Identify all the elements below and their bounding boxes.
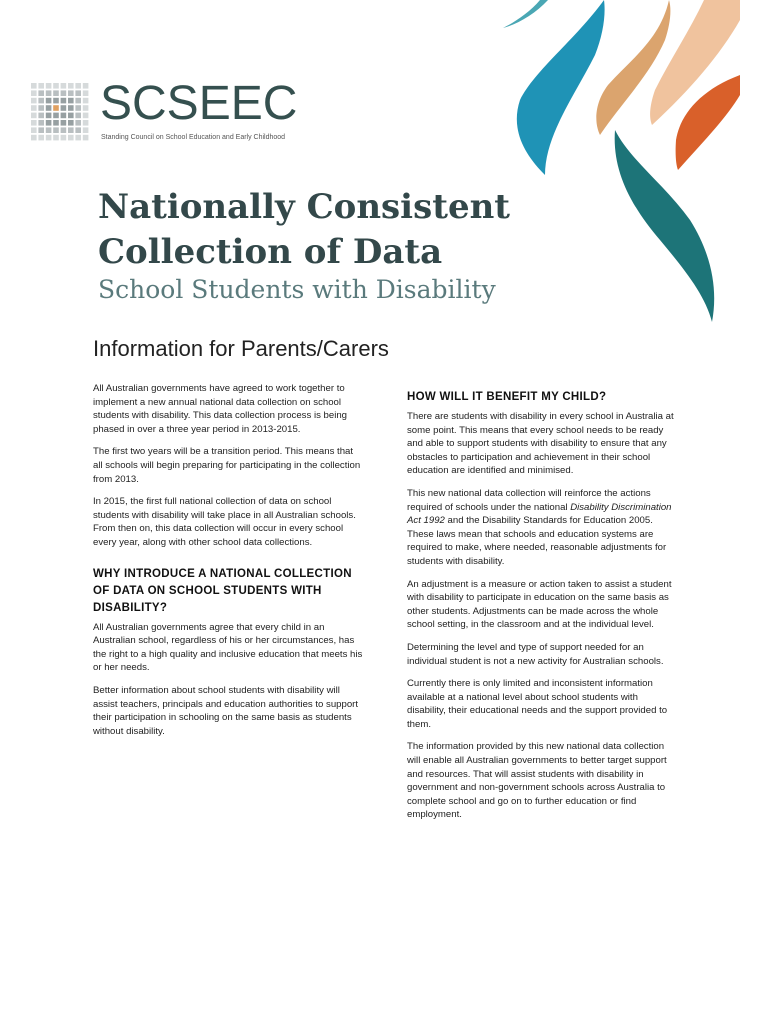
leaf-small-teal [503,0,548,28]
logo-dot [68,98,74,104]
logo-dot [31,83,37,89]
logo-dot [53,127,59,133]
why-heading: WHY INTRODUCE A NATIONAL COLLECTION OF DATA ON SCHOOL STUDENTS WITH DISABILITY? [93,567,352,614]
benefit-paragraph-2 [407,487,679,569]
logo-dot [83,127,89,133]
logo-dot [46,113,52,119]
logo-subtitle: Standing Council on School Education and Early Childhood [101,134,286,141]
logo-dot [38,105,44,111]
logo-dot [53,113,59,119]
logo-dot [31,120,37,126]
logo-dot [38,120,44,126]
p2-text-after: and the Disability Standards for Education 2005. These laws mean that schools and education systems are required to make, where needed, reasonable adjustments for students with disability. [407,515,667,567]
why-paragraph-1: All Australian governments agree that every child in an Australian school, regardless of his or her circumstances, has the right to a high quality and inclusive education that meets his or her needs. [93,621,363,674]
benefit-heading: HOW WILL IT BENEFIT MY CHILD? [407,391,607,403]
intro-paragraph-2: The first two years will be a transition period. This means that all schools will begin preparing for participating in the collection from 2013. [93,446,361,485]
logo-dot [68,113,74,119]
logo-dot [61,135,67,141]
logo-dot [31,98,37,104]
logo-dot [38,113,44,119]
logo-dot [75,98,81,104]
logo-dot [31,135,37,141]
logo-dot [61,120,67,126]
logo-dot [53,120,59,126]
benefit-paragraph-3: An adjustment is a measure or action taken to assist a student with disability to participate in education on the same basis as other students. Adjustments can be made across the whole school setting, in the classroom and at the individual level. [407,578,672,631]
logo-dot [46,135,52,141]
logo-dot [68,127,74,133]
logo-dot [31,90,37,96]
logo-dot [46,105,52,111]
logo-dot [38,135,44,141]
logo-dot [83,83,89,89]
title-line-1: Nationally Consistent [98,187,511,227]
logo-dot [53,105,59,111]
logo-dot [68,105,74,111]
left-column [93,382,363,747]
why-paragraph-2: Better information about school students with disability will assist teachers, principals and education authorities to support their participation in schooling on the same basis as students without disability. [93,684,359,737]
logo-dot [83,120,89,126]
page-subtitle: School Students with Disability [98,275,496,304]
logo-dot [75,83,81,89]
logo-dot [83,113,89,119]
logo-dot [68,120,74,126]
logo-dot [61,113,67,119]
logo-dot [38,98,44,104]
logo-dot [83,98,89,104]
logo-dot [68,90,74,96]
logo-dot [75,90,81,96]
logo-dot [38,127,44,133]
logo-dot [61,98,67,104]
logo-dot-grid-icon [30,82,90,142]
logo-dot [46,83,52,89]
logo-dot [75,113,81,119]
logo-dot [83,105,89,111]
logo-dot [75,105,81,111]
intro-paragraph-3: In 2015, the first full national collection of data on school students with disability will take place in all Australian schools. From then on, this data collection will occur in every school every year, along with other school data collections. [93,496,356,548]
leaf-dark-teal [615,130,715,322]
logo-dot [68,135,74,141]
logo-dot [83,90,89,96]
logo-dot [68,83,74,89]
logo-dot [61,105,67,111]
logo-dot [61,127,67,133]
logo-dot [53,90,59,96]
p2-text-before: This new national data collection will reinforce the actions required of schools under the national [407,487,651,513]
logo-name: SCSEEC [100,77,298,130]
act-title: Disability Discrimination Act 1992 [407,501,672,527]
right-column [407,389,679,831]
logo-dot [53,135,59,141]
logo-dot [75,120,81,126]
logo-dot [61,83,67,89]
logo-dot [46,120,52,126]
logo-dot [46,127,52,133]
logo-dot [53,83,59,89]
logo-dot [75,135,81,141]
logo-dot [83,135,89,141]
benefit-paragraph-5: Currently there is only limited and inconsistent information available at a national level about school students with disability, their educational needs and the support provided to them. [407,678,668,730]
benefit-paragraph-1: There are students with disability in every school in Australia at some point. This means that every school needs to be ready and able to support students with disability to ensure that any obstacles to participation and achievement in their school education are identified and minimised. [407,411,674,477]
page-title [98,185,510,275]
leaf-blue [517,0,605,175]
title-line-2: Collection of Data [98,232,443,272]
logo-dot [31,127,37,133]
audience-heading: Information for Parents/Carers [93,336,389,361]
logo-dot [61,90,67,96]
benefit-paragraph-6: The information provided by this new national data collection will enable all Australian governments to better target support and resources. That will assist students with disability in government and non-government schools across Australia to complete school and go on to further education or find employment. [407,741,667,821]
logo-dot [46,90,52,96]
benefit-paragraph-4: Determining the level and type of support needed for an individual student is not a new activity for Australian schools. [407,641,664,667]
logo-dot [38,83,44,89]
intro-paragraph-1: All Australian governments have agreed to work together to implement a new annual national data collection on school students with disability. This data collection process is being phased in over a three year period in 2013-2015. [93,383,348,435]
logo-dot [31,113,37,119]
logo-dot [31,105,37,111]
logo-dot [75,127,81,133]
logo-dot [46,98,52,104]
logo-dot [38,90,44,96]
logo-dot [53,98,59,104]
